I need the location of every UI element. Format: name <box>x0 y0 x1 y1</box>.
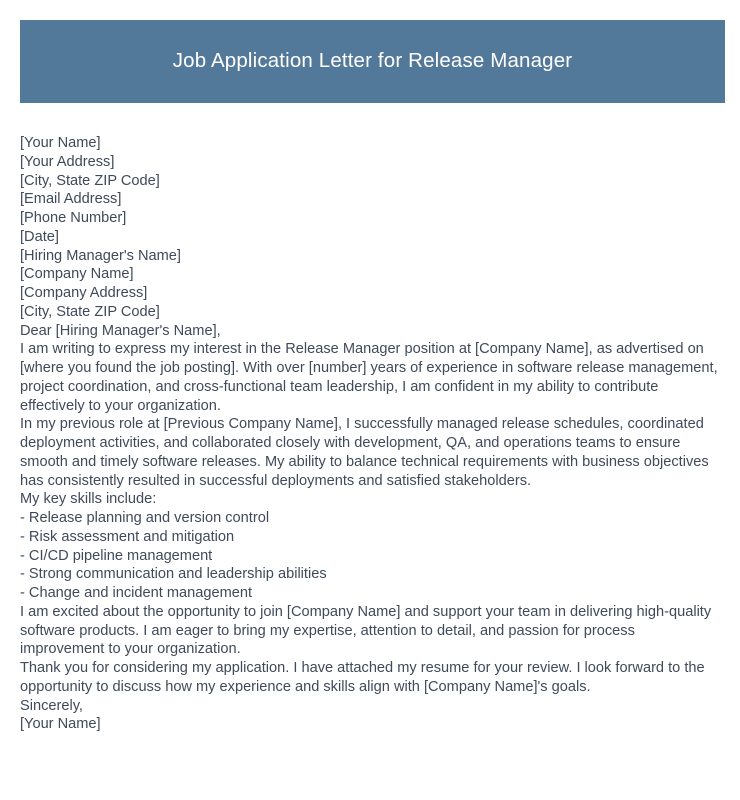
body-paragraph-3: I am excited about the opportunity to join [Company Name] and support your team in delivering high-quality software products. I am eager to bring my expertise, attention to detail, and passion for process improvement to your organization. <box>20 603 712 658</box>
body-paragraph-2: In my previous role at [Previous Company Name], I successfully managed release schedules, coordinated deployment activities, and collaborated closely with development, QA, and operations teams to ensure smooth and timely software releases. My ability to balance technical requirements with business objectives has consistently resulted in successful deployments and satisfied stakeholders. <box>20 416 709 489</box>
skill-item: - Release planning and version control <box>20 510 270 526</box>
document-header-banner <box>20 20 725 103</box>
body-paragraph-1: I am writing to express my interest in the Release Manager position at [Company Name], as advertised on [where you found the job posting]. With over [number] years of experience in software release management, project coordination, and cross-functional team leadership, I am confident in my ability to contribute effectively to your organization. <box>20 341 718 414</box>
recipient-city-state-zip-line: [City, State ZIP Code] <box>20 303 160 320</box>
salutation-line: Dear [Hiring Manager's Name], <box>20 322 221 339</box>
letter-body <box>20 134 720 734</box>
signature-line: [Your Name] <box>20 716 101 733</box>
sender-address-line: [Your Address] <box>20 153 115 170</box>
page-title: Job Application Letter for Release Manager <box>172 49 573 73</box>
sender-phone-line: [Phone Number] <box>20 210 127 226</box>
recipient-company-address-line: [Company Address] <box>20 285 148 301</box>
recipient-company-name-line: [Company Name] <box>20 266 134 283</box>
recipient-manager-name-line: [Hiring Manager's Name] <box>20 247 181 264</box>
skill-item: - Strong communication and leadership abilities <box>20 566 327 583</box>
date-line: [Date] <box>20 228 59 245</box>
sender-name-line: [Your Name] <box>20 135 101 151</box>
skill-item: - Change and incident management <box>20 585 253 601</box>
recipient-address-block <box>20 247 720 322</box>
skill-item: - CI/CD pipeline management <box>20 547 213 564</box>
closing-line: Sincerely, <box>20 697 83 714</box>
skills-heading: My key skills include: <box>20 491 157 508</box>
sender-address-block <box>20 134 720 228</box>
skills-list <box>20 509 720 603</box>
body-paragraph-4: Thank you for considering my application. I have attached my resume for your review. I look forward to the opportunity to discuss how my experience and skills align with [Company Name]'s goals. <box>20 660 705 695</box>
sender-email-line: [Email Address] <box>20 191 122 208</box>
skill-item: - Risk assessment and mitigation <box>20 528 235 545</box>
sender-city-state-zip-line: [City, State ZIP Code] <box>20 172 160 189</box>
